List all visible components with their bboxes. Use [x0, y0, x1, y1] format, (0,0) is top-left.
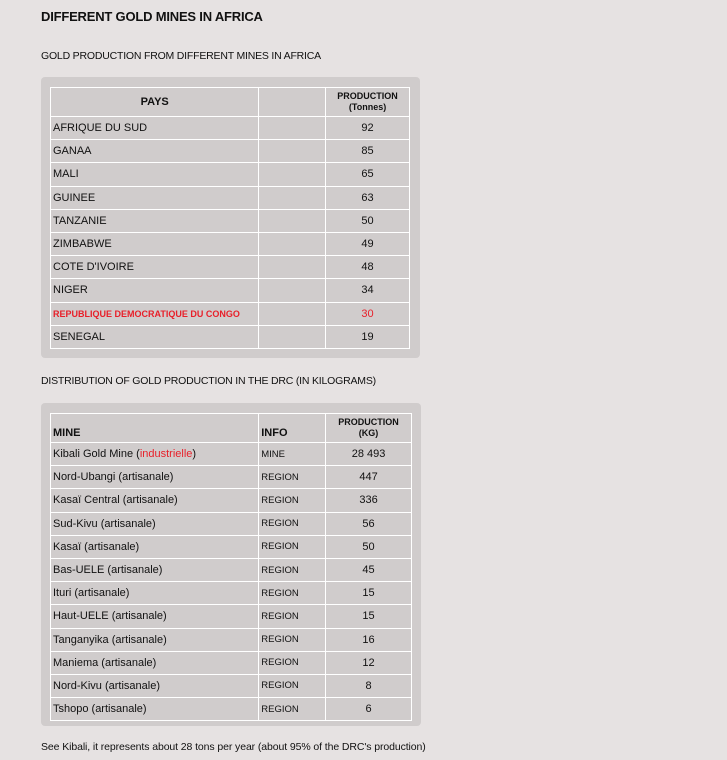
info-cell: REGION [259, 489, 326, 512]
empty-cell [259, 186, 326, 209]
production-cell: 50 [326, 209, 410, 232]
info-cell: REGION [259, 466, 326, 489]
empty-cell [259, 279, 326, 302]
production-header-unit: (Tonnes) [348, 102, 387, 112]
production-kg-header-unit: (KG) [358, 428, 379, 438]
mine-name: Nord-Kivu (artisanale) [53, 679, 160, 692]
empty-cell [259, 163, 326, 186]
table-row [51, 466, 412, 489]
mine-name: Kibali Gold Mine ( [53, 448, 140, 461]
mine-cell [51, 489, 259, 512]
empty-cell [259, 302, 326, 325]
country-cell: TANZANIE [51, 209, 259, 232]
mine-cell [51, 628, 259, 651]
production-kg-column-header [326, 414, 412, 443]
table-row [51, 651, 412, 674]
country-cell: NIGER [51, 279, 259, 302]
section1-subtitle: GOLD PRODUCTION FROM DIFFERENT MINES IN AFRICA [41, 50, 321, 62]
mine-cell [51, 443, 259, 466]
mine-name: Ituri (artisanale) [53, 587, 130, 600]
mine-name: Haut-UELE (artisanale) [53, 610, 167, 623]
production-kg-cell: 45 [326, 558, 412, 581]
table-row [51, 698, 412, 721]
table-row [51, 605, 412, 628]
mine-type-tag: industrielle [139, 448, 193, 461]
empty-cell [259, 209, 326, 232]
production-cell: 49 [326, 232, 410, 255]
mine-cell [51, 535, 259, 558]
info-cell: MINE [259, 443, 326, 466]
info-cell: REGION [259, 535, 326, 558]
production-kg-cell: 12 [326, 651, 412, 674]
production-kg-cell: 56 [326, 512, 412, 535]
table-row [51, 443, 412, 466]
production-cell: 48 [326, 256, 410, 279]
production-kg-cell: 336 [326, 489, 412, 512]
mine-cell [51, 512, 259, 535]
country-cell: GANAA [51, 140, 259, 163]
production-cell: 85 [326, 140, 410, 163]
production-kg-header-label: PRODUCTION [338, 417, 399, 427]
table-row [51, 302, 410, 325]
empty-cell [259, 325, 326, 348]
table-row [51, 512, 412, 535]
production-kg-cell: 447 [326, 466, 412, 489]
info-cell: REGION [259, 558, 326, 581]
empty-cell [259, 117, 326, 140]
production-header-label: PRODUCTION [337, 91, 398, 101]
production-column-header [326, 88, 410, 117]
mine-name: Nord-Ubangi (artisanale) [53, 471, 174, 484]
country-column-header: PAYS [51, 88, 259, 117]
drc-mine-table [50, 413, 412, 721]
production-cell: 19 [326, 325, 410, 348]
empty-column-header [259, 88, 326, 117]
footer-note: See Kibali, it represents about 28 tons per year (about 95% of the DRC's production) [41, 741, 426, 753]
mine-name: Kasaï (artisanale) [53, 540, 140, 553]
mine-cell [51, 698, 259, 721]
mine-cell [51, 558, 259, 581]
table-row [51, 558, 412, 581]
mine-cell [51, 466, 259, 489]
info-cell: REGION [259, 512, 326, 535]
country-cell: ZIMBABWE [51, 232, 259, 255]
info-cell: REGION [259, 605, 326, 628]
mine-cell [51, 582, 259, 605]
table-row [51, 186, 410, 209]
country-cell: GUINEE [51, 186, 259, 209]
production-cell: 30 [326, 302, 410, 325]
production-cell: 92 [326, 117, 410, 140]
table-row [51, 163, 410, 186]
mine-name: Maniema (artisanale) [53, 656, 157, 669]
mine-cell [51, 674, 259, 697]
table-row [51, 489, 412, 512]
table-row [51, 209, 410, 232]
country-cell: SENEGAL [51, 325, 259, 348]
mine-column-header: MINE [51, 414, 259, 443]
country-cell: REPUBLIQUE DEMOCRATIQUE DU CONGO [51, 302, 259, 325]
mine-name: Tanganyika (artisanale) [53, 633, 167, 646]
table-row [51, 674, 412, 697]
country-cell: COTE D'IVOIRE [51, 256, 259, 279]
info-cell: REGION [259, 674, 326, 697]
empty-cell [259, 232, 326, 255]
production-cell: 65 [326, 163, 410, 186]
mine-cell [51, 651, 259, 674]
production-cell: 34 [326, 279, 410, 302]
mine-name: Tshopo (artisanale) [53, 703, 147, 716]
table-row [51, 628, 412, 651]
production-kg-cell: 28 493 [326, 443, 412, 466]
table-row [51, 325, 410, 348]
production-cell: 63 [326, 186, 410, 209]
mine-name: Bas-UELE (artisanale) [53, 564, 163, 577]
section2-subtitle: DISTRIBUTION OF GOLD PRODUCTION IN THE DRC (IN KILOGRAMS) [41, 375, 376, 387]
table-row [51, 256, 410, 279]
production-kg-cell: 15 [326, 605, 412, 628]
country-cell: MALI [51, 163, 259, 186]
table-row [51, 140, 410, 163]
info-cell: REGION [259, 628, 326, 651]
empty-cell [259, 140, 326, 163]
production-kg-cell: 50 [326, 535, 412, 558]
table-row [51, 232, 410, 255]
info-column-header: INFO [259, 414, 326, 443]
production-kg-cell: 16 [326, 628, 412, 651]
table-row [51, 535, 412, 558]
mine-name: Sud-Kivu (artisanale) [53, 517, 156, 530]
page-title: DIFFERENT GOLD MINES IN AFRICA [41, 9, 263, 24]
info-cell: REGION [259, 698, 326, 721]
info-cell: REGION [259, 582, 326, 605]
country-cell: AFRIQUE DU SUD [51, 117, 259, 140]
production-kg-cell: 8 [326, 674, 412, 697]
production-kg-cell: 15 [326, 582, 412, 605]
mine-name: Kasaï Central (artisanale) [53, 494, 178, 507]
empty-cell [259, 256, 326, 279]
production-kg-cell: 6 [326, 698, 412, 721]
mine-name-close: ) [192, 448, 197, 461]
table-row [51, 279, 410, 302]
table-row [51, 582, 412, 605]
mine-cell [51, 605, 259, 628]
info-cell: REGION [259, 651, 326, 674]
country-production-table [50, 87, 410, 349]
table-row [51, 117, 410, 140]
